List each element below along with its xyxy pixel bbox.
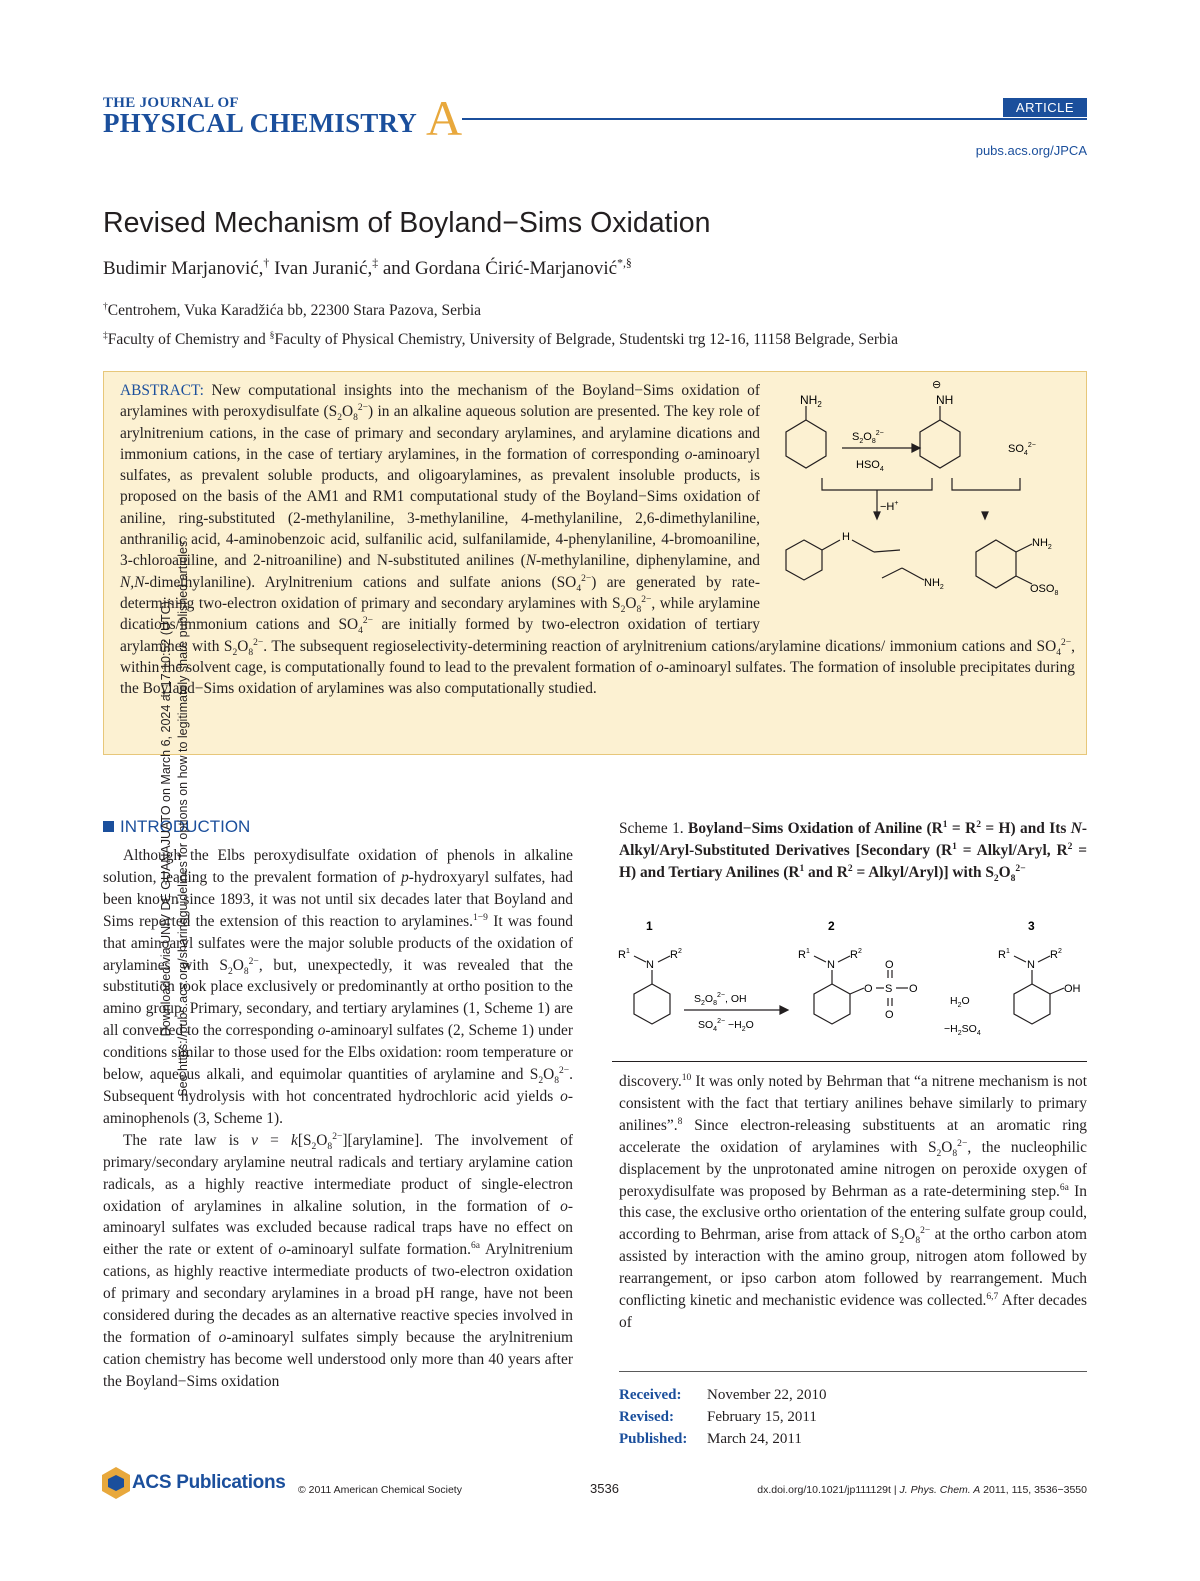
- affiliation-mark: †: [263, 256, 270, 270]
- date-row-published: Published: March 24, 2011: [619, 1431, 802, 1447]
- scheme-1-diagram: [612, 912, 1090, 1057]
- paragraph: Although the Elbs peroxydisulfate oxidation of phenols in alkaline solution, leading to the prevalent formation of p-hydroxyaryl sulfates, had been known since 1893, it was not until six decades later that Boyland and Sims reported the extension of this reaction to arylamines.$^{1-9}$ It was found that aminoaryl sulfates were the major soluble products of the oxidation of arylamines with $S_2O_8^{2-}$, but, unexpectedly, it was revealed that the substitution took place exclusively or predominantly at ortho position to the amino group. Primary, secondary, and tertiary arylamines (1, Scheme 1) are all converted to the corresponding o-aminoaryl sulfates (2, Scheme 1) under conditions similar to those used for the Elbs oxidation: room temperature or below, aqueous alkali, and equimolar quantities of arylamine and $S_2O_8^{2-}$. Subsequent hydrolysis with hot concentrated hydrochloric acid yields o-aminophenols (3, Scheme 1).: [103, 847, 573, 1127]
- atom-label: O: [864, 983, 873, 995]
- abstract-reaction-scheme: [782, 380, 1082, 620]
- scheme-caption: Scheme 1. Boyland−Sims Oxidation of Aniline $(R^1 = R^2 = H)$ and Its N-Alkyl/Aryl-Substituted Derivatives [Secondary ($R^1$ = Alkyl/Aryl, $R^2 = H$) and Tertiary Anilines ($R^1$ and $R^2$ = Alkyl/Aryl)] with $S_2O_8^{2-}$: [619, 818, 1087, 884]
- amine-label: $NH_2$: [800, 393, 822, 409]
- substituent-label: $R^1$: [798, 948, 810, 961]
- journal-logo-line2: PHYSICAL CHEMISTRY: [103, 108, 417, 138]
- citation-link[interactable]: 1−9: [473, 911, 488, 923]
- byproduct-label: $SO_4^{2-} -H_2O$: [698, 1018, 754, 1033]
- sulfate-label: $SO_4^{2-}$: [1008, 442, 1036, 457]
- date-row-revised: Revised: February 15, 2011: [619, 1409, 817, 1425]
- compound-label-1: 1: [646, 919, 653, 933]
- copyright-notice: © 2011 American Chemical Society: [298, 1484, 462, 1496]
- reagent-label: $S_2O_8^{2-}$: [852, 430, 884, 445]
- affiliation-mark: §: [269, 329, 275, 341]
- amine-label: NH: [936, 393, 954, 407]
- atom-label: O: [885, 1009, 894, 1021]
- section-marker-icon: [103, 821, 114, 832]
- journal-logo-line1: THE JOURNAL OF: [103, 95, 239, 111]
- author-name[interactable]: and Gordana Ćirić-Marjanović: [378, 258, 618, 279]
- citation-link[interactable]: 6a: [470, 1240, 480, 1252]
- amine-label: $NH_2$: [924, 577, 944, 591]
- substituent-label: $R^1$: [618, 948, 630, 961]
- affiliation-mark: †: [103, 300, 108, 312]
- charge-label: ⊖: [932, 380, 942, 391]
- date-row-received: Received: November 22, 2010: [619, 1387, 827, 1403]
- acs-hexagon-icon: [100, 1465, 132, 1507]
- nitrogen-label: N: [827, 959, 835, 971]
- benzene-ring: [976, 540, 1016, 588]
- affiliation-text: Faculty of Physical Chemistry, University of Belgrade, Studentski trg 12-16, 11158 Belgrade, Serbia: [274, 331, 898, 348]
- author-list: [103, 258, 632, 280]
- substituent-label: $R^2$: [670, 948, 682, 961]
- substituent-label: $R^1$: [998, 948, 1010, 961]
- compound-label-2: 2: [828, 919, 835, 933]
- reagent-label: $H_2O$: [950, 995, 970, 1009]
- journal-logo: [103, 90, 463, 146]
- journal-url-link[interactable]: pubs.acs.org/JPCA: [975, 143, 1087, 158]
- dates-rule: [619, 1371, 1087, 1372]
- substituent-label: $R^2$: [1050, 948, 1062, 961]
- affiliation-line-1: [103, 302, 481, 320]
- reagent-label: $S_2O_8^{2-}$, OH: [694, 992, 747, 1007]
- author-name[interactable]: Budimir Marjanović,: [103, 258, 264, 279]
- byproduct-label: $HSO_4$: [856, 459, 884, 473]
- benzene-ring: [814, 984, 850, 1024]
- byproduct-label: $-H_2SO_4$: [944, 1023, 981, 1037]
- paper-title: Revised Mechanism of Boyland−Sims Oxidation: [103, 207, 711, 239]
- substituent-label: N: [646, 959, 654, 971]
- article-type-badge: ARTICLE: [1003, 98, 1087, 117]
- benzene-ring: [786, 540, 822, 580]
- compound-label-3: 3: [1028, 919, 1035, 933]
- affiliation-text: Centrohem, Vuka Karadžića bb, 22300 Stara Pazova, Serbia: [107, 302, 482, 319]
- atom-label: O: [909, 983, 918, 995]
- benzene-ring: [920, 420, 960, 468]
- citation-link[interactable]: 6,7: [986, 1290, 999, 1302]
- hydroxyl-label: OH: [1064, 983, 1081, 995]
- author-name[interactable]: Ivan Juranić,: [269, 258, 373, 279]
- substituent-label: $R^2$: [850, 948, 862, 961]
- minus-h-label: −H+: [880, 500, 899, 513]
- header-rule: [462, 118, 1087, 120]
- atom-label: O: [885, 959, 894, 971]
- benzene-ring: [1014, 984, 1050, 1024]
- section-heading-introduction: INTRODUCTION: [103, 817, 250, 837]
- benzene-ring: [786, 420, 826, 468]
- affiliation-mark: *,§: [617, 256, 632, 270]
- amine-label: $NH_2$: [1032, 537, 1052, 551]
- abstract-label: ABSTRACT:: [120, 382, 204, 399]
- amine-label: H: [842, 531, 850, 543]
- right-column-text: [619, 1071, 1087, 1334]
- citation-link[interactable]: 10: [681, 1071, 692, 1083]
- publication-dates: [619, 1384, 827, 1450]
- doi-citation[interactable]: dx.doi.org/10.1021/jp111129t | J. Phys. Chem. A 2011, 115, 3536−3550: [757, 1484, 1087, 1496]
- affiliation-text: Faculty of Chemistry and: [107, 331, 270, 348]
- sulfate-group-label: $OSO_8$: [1030, 583, 1059, 597]
- abstract-text: ABSTRACT: New computational insights into the mechanism of the Boyland−Sims oxidation of arylamines with peroxydisulfate $(S_2O_8^{2-})$ in an alkaline aqueous solution are presented. The key role of arylnitrenium cations, in the case of primary and secondary arylamines, and arylamine dications and immonium cations, in the case of tertiary arylamines, in the formation of corresponding o-aminoaryl sulfates, as prevalent soluble products, and oligoarylamines, as prevalent insoluble products, is proposed on the basis of the AM1 and RM1 computational study of the Boyland−Sims oxidation of aniline, ring-substituted (2-methylaniline, 3-methylaniline, 4-methylaniline, 2,6-dimethylaniline, anthranilic acid, 4-aminobenzoic acid, sulfanilic acid, sulfanilamide, 4-phenylaniline, 4-bromoaniline, 3-chloroaniline, and 2-nitroaniline) and N-substituted anilines (N-methylaniline, diphenylamine, and N,N-dimethylaniline). Arylnitrenium cations and sulfate anions $(SO_4^{2-})$ are generated by rate-determining two-electron oxidation of primary and secondary arylamines with $S_2O_8^{2-}$, while arylamine dications/immonium cations and $SO_4^{2-}$ are initially formed by two-electron oxidation of tertiary arylamines with $S_2O_8^{2-}$. The subsequent regioselectivity-determining reaction of arylnitrenium cations/arylamine dications/ immonium cations and $SO_4^{2-}$, within the solvent cage, is computationally found to lead to the prevalent formation of o-aminoaryl sulfates. The formation of insoluble precipitates during the Boyland−Sims oxidation of arylamines was also computationally studied.: [120, 382, 1075, 698]
- benzene-ring: [634, 984, 670, 1024]
- acs-publications-logo[interactable]: ACS Publications: [100, 1465, 300, 1507]
- download-watermark: Downloaded via UNIV DE GUANAJUATO on March 6, 2024 at 17:10:52 (UTC). See https://pubs.acs.org/sharingguidelines for options on how to legitimately share published articles.: [159, 537, 190, 1097]
- citation-link[interactable]: 8: [677, 1115, 683, 1127]
- page-number: 3536: [590, 1481, 619, 1496]
- nitrogen-label: N: [1027, 959, 1035, 971]
- paragraph: discovery.$^{10}$ It was only noted by Behrman that “a nitrene mechanism is not consistent with the fact that tertiary anilines behave similarly to primary anilines”.$^8$ Since electron-releasing substituents at an aromatic ring accelerate the oxidation of arylamines with $S_2O_8^{2-}$, the nucleophilic displacement by the unprotonated amine nitrogen on peroxide oxygen of peroxydisulfate was proposed by Behrman as a rate-determining step.$^{6a}$ In this case, the exclusive ortho orientation of the entering sulfate group could, according to Behrman, arise from attack of $S_2O_8^{2-}$ at the ortho carbon atom assisted by interaction with the amino group, nitrogen atom followed by rearrangement, or ipso carbon atom followed by rearrangement. Much conflicting kinetic and mechanistic evidence was collected.$^{6,7}$ After decades of: [619, 1071, 1087, 1331]
- paragraph: The rate law is $v = k[S_2O_8^{2-}][arylamine]$. The involvement of primary/secondary arylamine neutral radicals and tertiary arylamine cation radicals, as a highly reactive intermediate product of single-electron oxidation of arylamines in alkaline solution, in the formation of o-aminoaryl sulfates was excluded because radical traps have no effect on either the rate or extent of o-aminoaryl sulfate formation.$^{6a}$ Arylnitrenium cations, as highly reactive intermediate products of two-electron oxidation of primary and secondary arylamines in a broad pH range, have not been considered during the decades as an alternative reactive species involved in the formation of o-aminoaryl sulfates simply because the arylnitrenium cation chemistry has become well understood only more than 40 years after the Boyland−Sims oxidation: [103, 1130, 574, 1390]
- scheme-bottom-rule: [612, 1061, 1087, 1062]
- affiliation-mark: ‡: [372, 256, 379, 270]
- affiliation-line-2: [103, 331, 898, 349]
- journal-logo-letter: A: [426, 90, 463, 146]
- atom-label: S: [885, 983, 893, 995]
- affiliation-mark: ‡: [103, 329, 108, 341]
- citation-link[interactable]: 6a: [1059, 1181, 1069, 1193]
